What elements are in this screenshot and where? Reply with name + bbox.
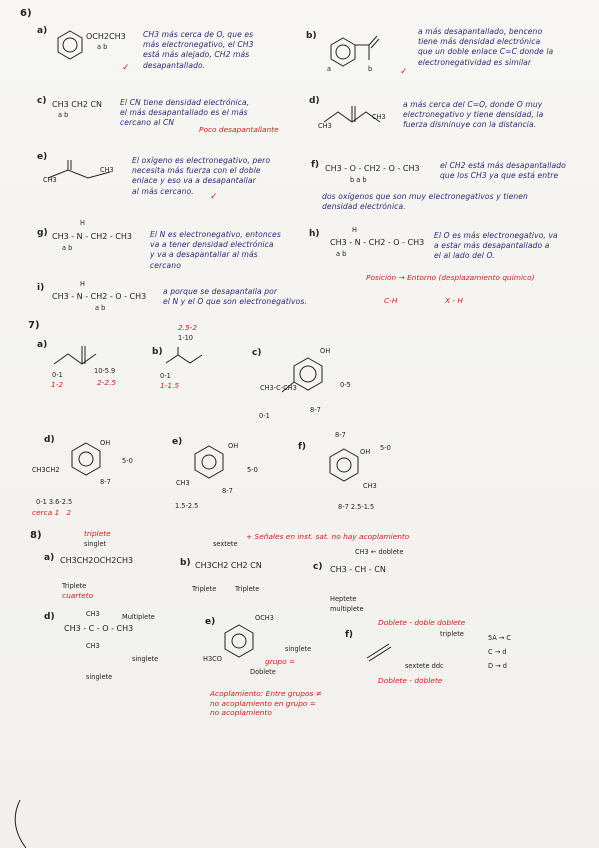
item-8b-note: + Señales en inst. sat. no hay acoplamiento [246, 532, 410, 541]
item-8c-formula: CH3 - CH - CN [330, 565, 386, 574]
item-7c-range-left: 0-1 [259, 412, 270, 420]
item-6f-text-a: el CH2 está más desapantallado que los CH3 ya que está entre [440, 161, 566, 181]
item-6d-letter: d) [309, 96, 320, 106]
item-6h-sub: a b [336, 250, 347, 258]
item-8a-bottom1: Triplete [62, 582, 87, 590]
item-8c-letter: c) [313, 562, 323, 572]
item-7e-bottom: 1.5-2.5 [175, 502, 199, 510]
item-8f-letter: f) [345, 630, 354, 640]
item-8d-letter: d) [44, 612, 55, 622]
item-8e-letter: e) [205, 617, 216, 627]
item-6a-sub: a b [97, 43, 108, 51]
item-8a-letter: a) [44, 553, 55, 563]
page-curl [0, 800, 30, 848]
item-6i-formula: CH3 - N - CH2 - O - CH3 [52, 292, 147, 301]
item-6g-text: El N es electronegativo, entonces va a tener densidad electrónica y va a desapantallar al más cercano [150, 230, 281, 270]
item-7d-red: cerca 1 2 [32, 508, 72, 517]
item-8e-group: grupo = [265, 657, 296, 666]
section-8-number: 8) [30, 530, 42, 541]
item-7d-r1: 5-0 [122, 457, 133, 465]
styrene-structure-6b [325, 34, 395, 74]
item-7a-letter: a) [37, 340, 48, 350]
item-6i-text: a porque se desapantalla por el N y el O que son electronegativos. [163, 287, 307, 307]
item-6f-text-b: dos oxígenos que son muy electronegativos y tienen densidad electrónica. [322, 192, 528, 212]
butanone-structure-7b [162, 345, 217, 370]
item-6a-letter: a) [37, 26, 48, 36]
checkmark-6b: ✓ [400, 67, 408, 77]
item-8b-bottom1: Triplete [192, 585, 217, 593]
note-xh: X - H [445, 296, 463, 305]
item-7c-range-mid: 8-7 [310, 406, 321, 414]
item-6e-ch3-right: CH3 [100, 166, 114, 174]
item-7f-oh: OH [360, 448, 371, 456]
item-6f-letter: f) [311, 160, 320, 170]
item-7d-letter: d) [44, 435, 55, 445]
item-6g-h: H [80, 219, 85, 227]
item-6b-text: a más desapantallado, benceno tiene más densidad electrónica que un doble enlace C=C donde la electronegatividad es similar [418, 27, 554, 67]
item-7c-letter: c) [252, 348, 262, 358]
checkmark-6e: ✓ [210, 192, 218, 202]
item-6c-sub: a b [58, 111, 69, 119]
item-6b-sub-a: a [327, 65, 332, 73]
item-6i-letter: i) [37, 283, 45, 293]
item-6c-text: El CN tiene densidad electrónica, el más desapantallado es el más cercano al CN [120, 98, 250, 128]
item-8d-ch3-top: CH3 [86, 610, 100, 618]
section-7-number: 7) [28, 320, 40, 331]
checkmark-6a: ✓ [122, 63, 130, 73]
item-8c-top: CH3 ← doblete [355, 548, 404, 556]
item-8f-label-4: Doblete - doblete [378, 676, 443, 685]
methoxybenzene-structure-8e [215, 620, 265, 665]
item-6d-text: a más cerca del C=O, donde O muy electronegativo y tiene densidad, la fuerza disminuye con la distancia. [403, 100, 544, 130]
item-7c-oh: OH [320, 347, 331, 355]
item-7d-ethyl: CH3CH2 [32, 466, 60, 474]
item-7b-top: 1-10 [178, 334, 193, 342]
item-8a-top2: singlet [84, 540, 107, 548]
item-8b-bottom2: Triplete [235, 585, 260, 593]
item-6h-letter: h) [309, 229, 320, 239]
item-7d-oh: OH [100, 439, 111, 447]
item-7e-r2: 8-7 [222, 487, 233, 495]
item-6c-note: Poco desapantallante [199, 125, 279, 134]
item-8d-singlet-bottom: singlete [86, 673, 113, 681]
item-6h-formula: CH3 - N - CH2 - O - CH3 [330, 238, 425, 247]
item-8a-top1: triplete [84, 529, 111, 538]
item-8a-formula: CH3CH2OCH2CH3 [60, 556, 134, 565]
item-8b-formula: CH3CH2 CH2 CN [195, 561, 262, 570]
section-6-number: 6) [20, 8, 32, 19]
item-7e-oh: OH [228, 442, 239, 450]
item-6e-letter: e) [37, 152, 48, 162]
item-7e-r1: 5-0 [247, 466, 258, 474]
item-7d-bottom: 0-1 3.6-2.5 [36, 498, 73, 506]
item-8f-label-2: triplete [440, 630, 464, 638]
item-6g-letter: g) [37, 228, 48, 238]
item-8c-bottom2: multiplete [330, 605, 364, 613]
item-8e-doblete: Doblete [250, 668, 276, 676]
item-7d-r2: 8-7 [100, 478, 111, 486]
item-8b-letter: b) [180, 558, 191, 568]
item-8f-legend-1: 5A → C [488, 634, 512, 642]
item-6i-h: H [80, 280, 85, 288]
item-7a-left-range: 0-1 [52, 371, 63, 379]
item-7b-top-red: 2.5-2 [178, 323, 198, 332]
item-8c-bottom1: Heptete [330, 595, 357, 603]
item-6c-formula: CH3 CH2 CN [52, 100, 103, 109]
item-6e-ch3-left: CH3 [43, 176, 57, 184]
item-8e-h3co: H3CO [203, 655, 222, 663]
item-7f-bottom: 8-7 2.5-1.5 [338, 503, 375, 511]
item-8f-legend-3: D → d [488, 662, 507, 670]
item-6d-ch3-a: CH3 [318, 122, 332, 130]
item-6f-sub: b a b [350, 176, 367, 184]
item-7b-bottom-red: 1-1.5 [160, 381, 180, 390]
item-8d-formula: CH3 - C - O - CH3 [64, 624, 134, 633]
item-8e-och3: OCH3 [255, 614, 274, 622]
coupling-footnote: Acoplamiento: Entre grupos ≠ no acoplamiento en grupo = no acoplamiento [210, 689, 322, 718]
note-position-environment: Posición → Entorno (desplazamiento químico) [366, 273, 535, 282]
item-6i-sub: a b [95, 304, 106, 312]
item-7e-ch3: CH3 [176, 479, 190, 487]
item-8a-bottom2: cuarteto [62, 591, 94, 600]
item-6c-letter: c) [37, 96, 47, 106]
item-7e-letter: e) [172, 437, 183, 447]
item-8e-singlet: singlete [285, 645, 312, 653]
item-8f-label-1: Doblete - doble doblete [378, 618, 466, 627]
item-7c-range-right: 0-5 [340, 381, 351, 389]
item-8f-label-3: sextete ddc [405, 662, 444, 670]
item-7a-red-right: 2-2.5 [97, 378, 117, 387]
item-7a-right-range: 10-5.9 [94, 367, 116, 375]
item-7f-r-top: 8-7 [335, 431, 346, 439]
item-8d-singlet-right: singlete [132, 655, 159, 663]
item-7c-tbu: CH3-C-CH3 [260, 384, 297, 392]
item-8b-top: sextete [213, 540, 238, 548]
item-6e-text: El oxígeno es electronegativo, pero necesita más fuerza con el doble enlace y eso va a desapantallar al más cercano. [132, 156, 271, 196]
butanone-structure-7a [50, 336, 110, 371]
item-7f-ch3: CH3 [363, 482, 377, 490]
item-8d-ch3-bottom: CH3 [86, 642, 100, 650]
item-6a-formula: OCH2CH3 [86, 32, 126, 41]
item-6g-formula: CH3 - N - CH2 - CH3 [52, 232, 132, 241]
benzene-ring-6a [55, 30, 85, 60]
note-ch: C-H [384, 296, 398, 305]
item-6b-letter: b) [306, 31, 317, 41]
item-7f-r1: 5-0 [380, 444, 391, 452]
item-6f-formula: CH3 - O - CH2 - O - CH3 [325, 164, 420, 173]
item-7b-bottom: 0-1 [160, 372, 171, 380]
item-7a-red-left: 1-2 [51, 380, 64, 389]
item-8d-mult: Multiplete [122, 613, 155, 621]
item-6g-sub: a b [62, 244, 73, 252]
item-7f-letter: f) [298, 442, 307, 452]
item-6d-ch3-b: CH3 [372, 113, 386, 121]
item-7b-letter: b) [152, 347, 163, 357]
item-6b-sub-b: b [368, 65, 373, 73]
item-6a-text: CH3 más cerca de O, que es más electronegativo, el CH3 está más alejado, CH2 más desapantallado. [143, 30, 254, 70]
item-6h-h: H [352, 226, 357, 234]
item-6h-text: El O es más electronegativo, va a estar más desapantallado a el al lado del O. [434, 231, 558, 261]
item-8f-legend-2: C → d [488, 648, 507, 656]
